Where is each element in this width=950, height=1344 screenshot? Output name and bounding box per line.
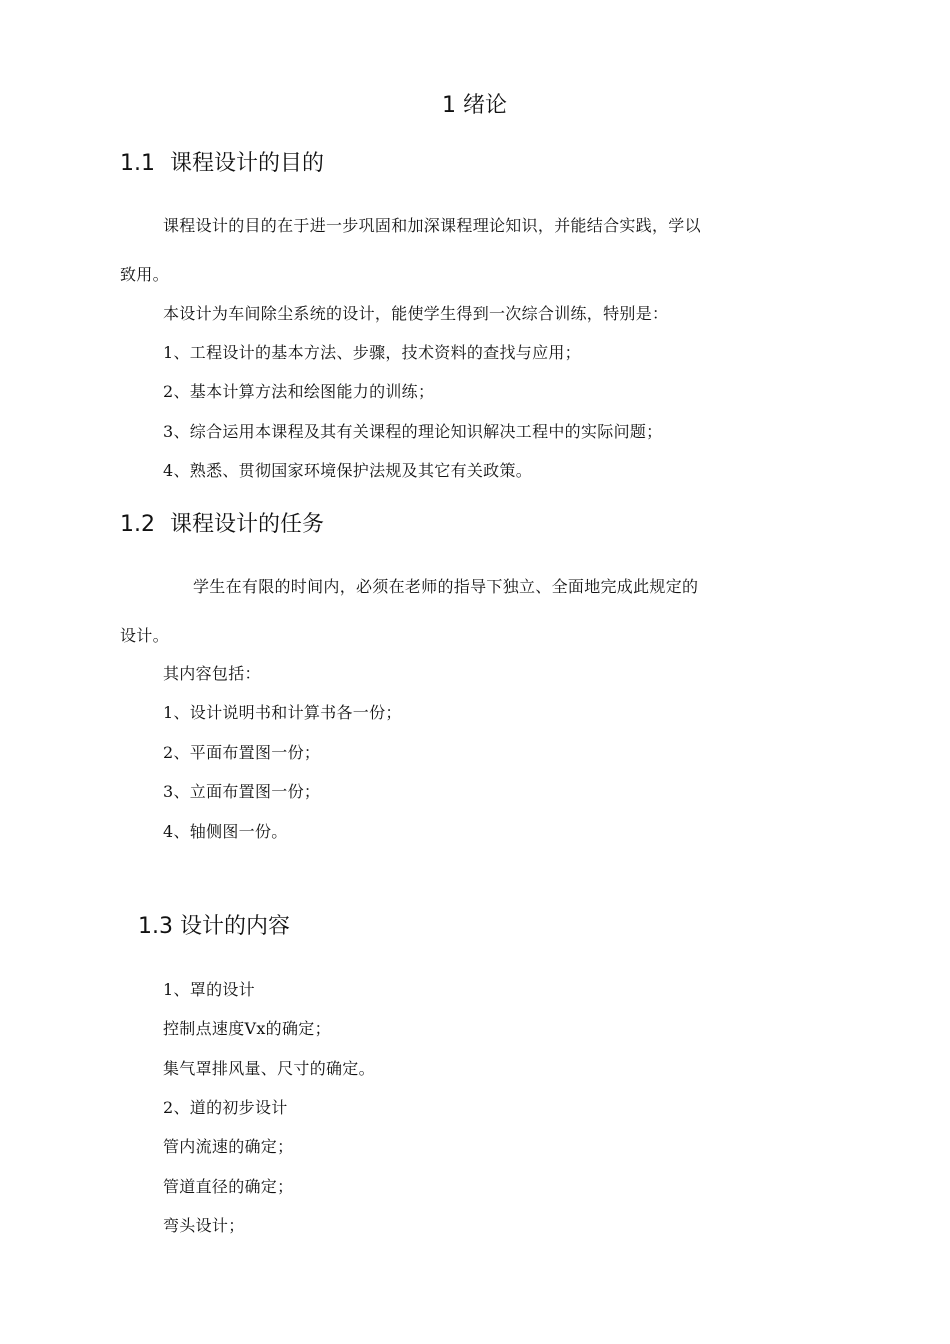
section-1-1-number: 1.1 (120, 151, 155, 176)
s1-para1-line2: 致用。 (120, 265, 169, 284)
s2-para1-line1: 学生在有限的时间内，必须在老师的指导下独立、全面地完成此规定的 (193, 577, 699, 596)
s1-para1-line1: 课程设计的目的在于进一步巩固和加深课程理论知识，并能结合实践，学以 (163, 216, 701, 235)
s3-line: 控制点速度Vx的确定； (163, 1019, 331, 1038)
section-1-2-number: 1.2 (120, 512, 155, 537)
s2-para1-line2: 设计。 (120, 626, 169, 645)
s2-list-item: 4、轴侧图一份。 (163, 822, 288, 841)
section-1-1-heading (120, 146, 324, 177)
s3-line: 管道直径的确定； (163, 1177, 294, 1196)
s1-list-item: 2、基本计算方法和绘图能力的训练； (163, 382, 435, 401)
s3-line: 2、道的初步设计 (163, 1098, 288, 1117)
section-1-1-title: 课程设计的目的 (170, 151, 325, 176)
s2-list-item: 2、平面布置图一份； (163, 743, 321, 762)
s1-list-item: 3、综合运用本课程及其有关课程的理论知识解决工程中的实际问题； (163, 422, 663, 441)
section-1-2-heading (120, 507, 324, 538)
s3-line: 集气罩排风量、尺寸的确定。 (163, 1059, 375, 1078)
s1-para2: 本设计为车间除尘系统的设计，能使学生得到一次综合训练，特别是： (163, 304, 669, 323)
section-1-3-heading: 1.3 设计的内容 (138, 914, 290, 939)
chapter-title: 1 绪论 (442, 93, 507, 118)
s1-list-item: 4、熟悉、贯彻国家环境保护法规及其它有关政策。 (163, 461, 533, 480)
s1-list-item: 1、工程设计的基本方法、步骤，技术资料的查找与应用； (163, 343, 581, 362)
s3-line: 管内流速的确定； (163, 1137, 294, 1156)
s2-list-item: 3、立面布置图一份； (163, 782, 321, 801)
s3-line: 弯头设计； (163, 1216, 245, 1235)
section-1-2-title: 课程设计的任务 (170, 512, 325, 537)
s3-line: 1、罩的设计 (163, 980, 255, 999)
s2-para2: 其内容包括： (163, 664, 261, 683)
s2-list-item: 1、设计说明书和计算书各一份； (163, 703, 402, 722)
